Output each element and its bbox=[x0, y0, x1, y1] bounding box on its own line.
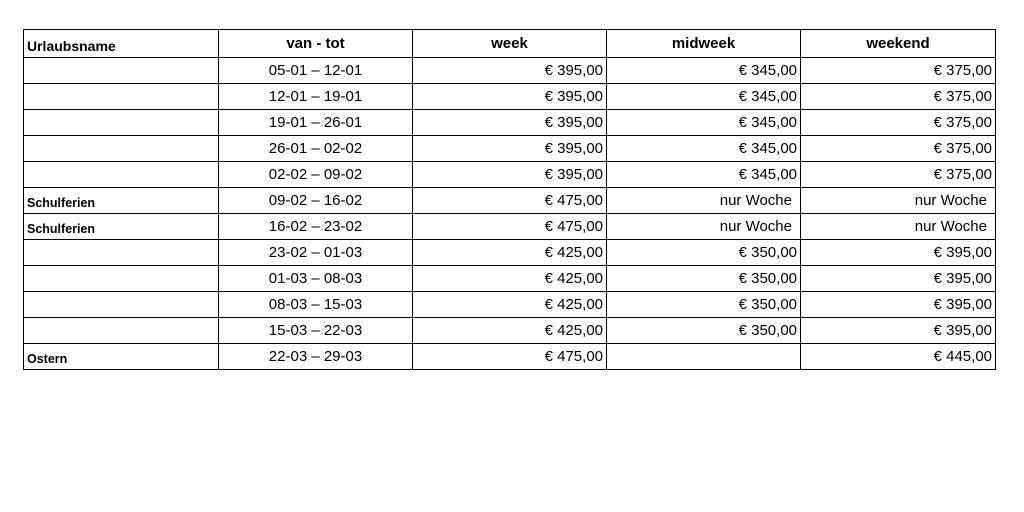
table-row bbox=[24, 58, 996, 84]
table-row bbox=[24, 136, 996, 162]
cell-midweek-price: nur Woche bbox=[607, 214, 801, 240]
table-row bbox=[24, 240, 996, 266]
cell-urlaubsname bbox=[24, 318, 219, 344]
cell-week-price: € 395,00 bbox=[413, 162, 607, 188]
cell-week-price: € 395,00 bbox=[413, 110, 607, 136]
header-week: week bbox=[413, 30, 607, 58]
cell-weekend-price: € 395,00 bbox=[801, 240, 996, 266]
header-van-tot: van - tot bbox=[219, 30, 413, 58]
table-row bbox=[24, 188, 996, 214]
cell-weekend-price: € 375,00 bbox=[801, 58, 996, 84]
cell-weekend-price: € 445,00 bbox=[801, 344, 996, 370]
cell-weekend-price: € 395,00 bbox=[801, 318, 996, 344]
cell-date-range: 05-01 – 12-01 bbox=[219, 58, 413, 84]
cell-weekend-price: € 375,00 bbox=[801, 162, 996, 188]
cell-midweek-price: € 350,00 bbox=[607, 266, 801, 292]
header-weekend: weekend bbox=[801, 30, 996, 58]
cell-midweek-price: € 345,00 bbox=[607, 162, 801, 188]
cell-midweek-price: € 345,00 bbox=[607, 58, 801, 84]
cell-date-range: 12-01 – 19-01 bbox=[219, 84, 413, 110]
table-row bbox=[24, 214, 996, 240]
cell-urlaubsname bbox=[24, 240, 219, 266]
table-row bbox=[24, 110, 996, 136]
cell-midweek-price: € 350,00 bbox=[607, 240, 801, 266]
cell-urlaubsname bbox=[24, 84, 219, 110]
cell-week-price: € 425,00 bbox=[413, 292, 607, 318]
cell-weekend-price: € 375,00 bbox=[801, 136, 996, 162]
cell-week-price: € 475,00 bbox=[413, 214, 607, 240]
table-row bbox=[24, 162, 996, 188]
cell-date-range: 22-03 – 29-03 bbox=[219, 344, 413, 370]
cell-midweek-price: € 350,00 bbox=[607, 318, 801, 344]
cell-week-price: € 475,00 bbox=[413, 188, 607, 214]
cell-date-range: 19-01 – 26-01 bbox=[219, 110, 413, 136]
cell-urlaubsname: Schulferien bbox=[24, 188, 219, 214]
cell-date-range: 09-02 – 16-02 bbox=[219, 188, 413, 214]
cell-date-range: 01-03 – 08-03 bbox=[219, 266, 413, 292]
cell-date-range: 08-03 – 15-03 bbox=[219, 292, 413, 318]
cell-week-price: € 425,00 bbox=[413, 240, 607, 266]
table-row bbox=[24, 266, 996, 292]
cell-urlaubsname: Schulferien bbox=[24, 214, 219, 240]
cell-week-price: € 395,00 bbox=[413, 84, 607, 110]
cell-weekend-price: nur Woche bbox=[801, 188, 996, 214]
table-body bbox=[24, 58, 996, 370]
cell-week-price: € 395,00 bbox=[413, 58, 607, 84]
cell-date-range: 23-02 – 01-03 bbox=[219, 240, 413, 266]
cell-date-range: 26-01 – 02-02 bbox=[219, 136, 413, 162]
cell-weekend-price: € 395,00 bbox=[801, 292, 996, 318]
header-row bbox=[24, 30, 996, 58]
cell-midweek-price: € 345,00 bbox=[607, 84, 801, 110]
price-table bbox=[23, 29, 996, 370]
table-row bbox=[24, 344, 996, 370]
cell-date-range: 15-03 – 22-03 bbox=[219, 318, 413, 344]
cell-midweek-price: € 345,00 bbox=[607, 110, 801, 136]
cell-weekend-price: € 395,00 bbox=[801, 266, 996, 292]
cell-urlaubsname bbox=[24, 292, 219, 318]
cell-week-price: € 475,00 bbox=[413, 344, 607, 370]
cell-week-price: € 395,00 bbox=[413, 136, 607, 162]
cell-urlaubsname bbox=[24, 162, 219, 188]
cell-weekend-price: € 375,00 bbox=[801, 110, 996, 136]
table-row bbox=[24, 292, 996, 318]
cell-midweek-price: nur Woche bbox=[607, 188, 801, 214]
cell-urlaubsname bbox=[24, 266, 219, 292]
cell-urlaubsname bbox=[24, 110, 219, 136]
table-header bbox=[24, 30, 996, 58]
cell-midweek-price bbox=[607, 344, 801, 370]
cell-date-range: 02-02 – 09-02 bbox=[219, 162, 413, 188]
cell-date-range: 16-02 – 23-02 bbox=[219, 214, 413, 240]
cell-weekend-price: € 375,00 bbox=[801, 84, 996, 110]
cell-urlaubsname bbox=[24, 136, 219, 162]
cell-urlaubsname: Ostern bbox=[24, 344, 219, 370]
table-row bbox=[24, 318, 996, 344]
cell-urlaubsname bbox=[24, 58, 219, 84]
table-row bbox=[24, 84, 996, 110]
cell-midweek-price: € 350,00 bbox=[607, 292, 801, 318]
header-midweek: midweek bbox=[607, 30, 801, 58]
cell-week-price: € 425,00 bbox=[413, 318, 607, 344]
header-urlaubsname: Urlaubsname bbox=[24, 30, 219, 58]
cell-weekend-price: nur Woche bbox=[801, 214, 996, 240]
cell-week-price: € 425,00 bbox=[413, 266, 607, 292]
cell-midweek-price: € 345,00 bbox=[607, 136, 801, 162]
